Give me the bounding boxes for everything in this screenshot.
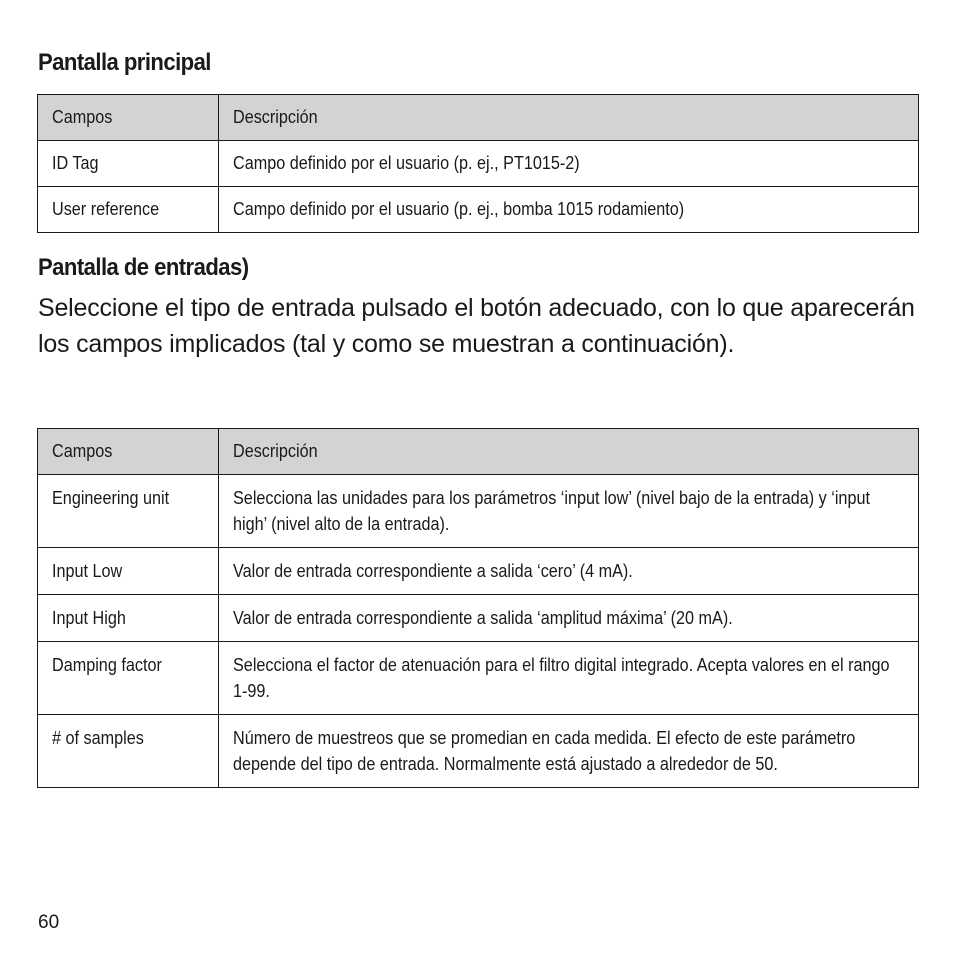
page-number: 60: [38, 912, 60, 933]
description-cell: Valor de entrada correspondiente a salida ‘amplitud máxima’ (20 mA).: [219, 595, 919, 642]
section-title-inputs-screen: Pantalla de entradas): [38, 254, 249, 281]
table-header-row: [38, 95, 919, 141]
field-name-cell: Damping factor: [38, 642, 219, 715]
field-name-cell: ID Tag: [38, 141, 219, 187]
inputs-screen-table: [37, 428, 919, 788]
column-header-description: Descripción: [219, 429, 919, 475]
description-cell: Selecciona las unidades para los parámetros ‘input low’ (nivel bajo de la entrada) y ‘input high’ (nivel alto de la entrada).: [219, 475, 919, 548]
field-name-cell: Input Low: [38, 548, 219, 595]
field-name-cell: # of samples: [38, 715, 219, 788]
section-title-main-screen: Pantalla principal: [38, 49, 211, 76]
main-screen-table: [37, 94, 919, 233]
description-cell: Valor de entrada correspondiente a salida ‘cero’ (4 mA).: [219, 548, 919, 595]
description-cell: Número de muestreos que se promedian en cada medida. El efecto de este parámetro depende del tipo de entrada. Normalmente está ajustado a alrededor de 50.: [219, 715, 919, 788]
table-row: [38, 715, 919, 788]
table-row: [38, 642, 919, 715]
column-header-description: Descripción: [219, 95, 919, 141]
table-row: [38, 141, 919, 187]
intro-paragraph: Seleccione el tipo de entrada pulsado el botón adecuado, con lo que aparecerán los campos implicados (tal y como se muestran a continuación).: [38, 294, 915, 358]
table-row: [38, 475, 919, 548]
column-header-fields: Campos: [38, 95, 219, 141]
field-name-cell: User reference: [38, 187, 219, 233]
table-row: [38, 595, 919, 642]
table-row: [38, 187, 919, 233]
description-cell: Campo definido por el usuario (p. ej., PT1015-2): [219, 141, 919, 187]
description-cell: Selecciona el factor de atenuación para el filtro digital integrado. Acepta valores en el rango 1-99.: [219, 642, 919, 715]
table-row: [38, 548, 919, 595]
table-header-row: [38, 429, 919, 475]
column-header-fields: Campos: [38, 429, 219, 475]
description-cell: Campo definido por el usuario (p. ej., bomba 1015 rodamiento): [219, 187, 919, 233]
field-name-cell: Input High: [38, 595, 219, 642]
field-name-cell: Engineering unit: [38, 475, 219, 548]
